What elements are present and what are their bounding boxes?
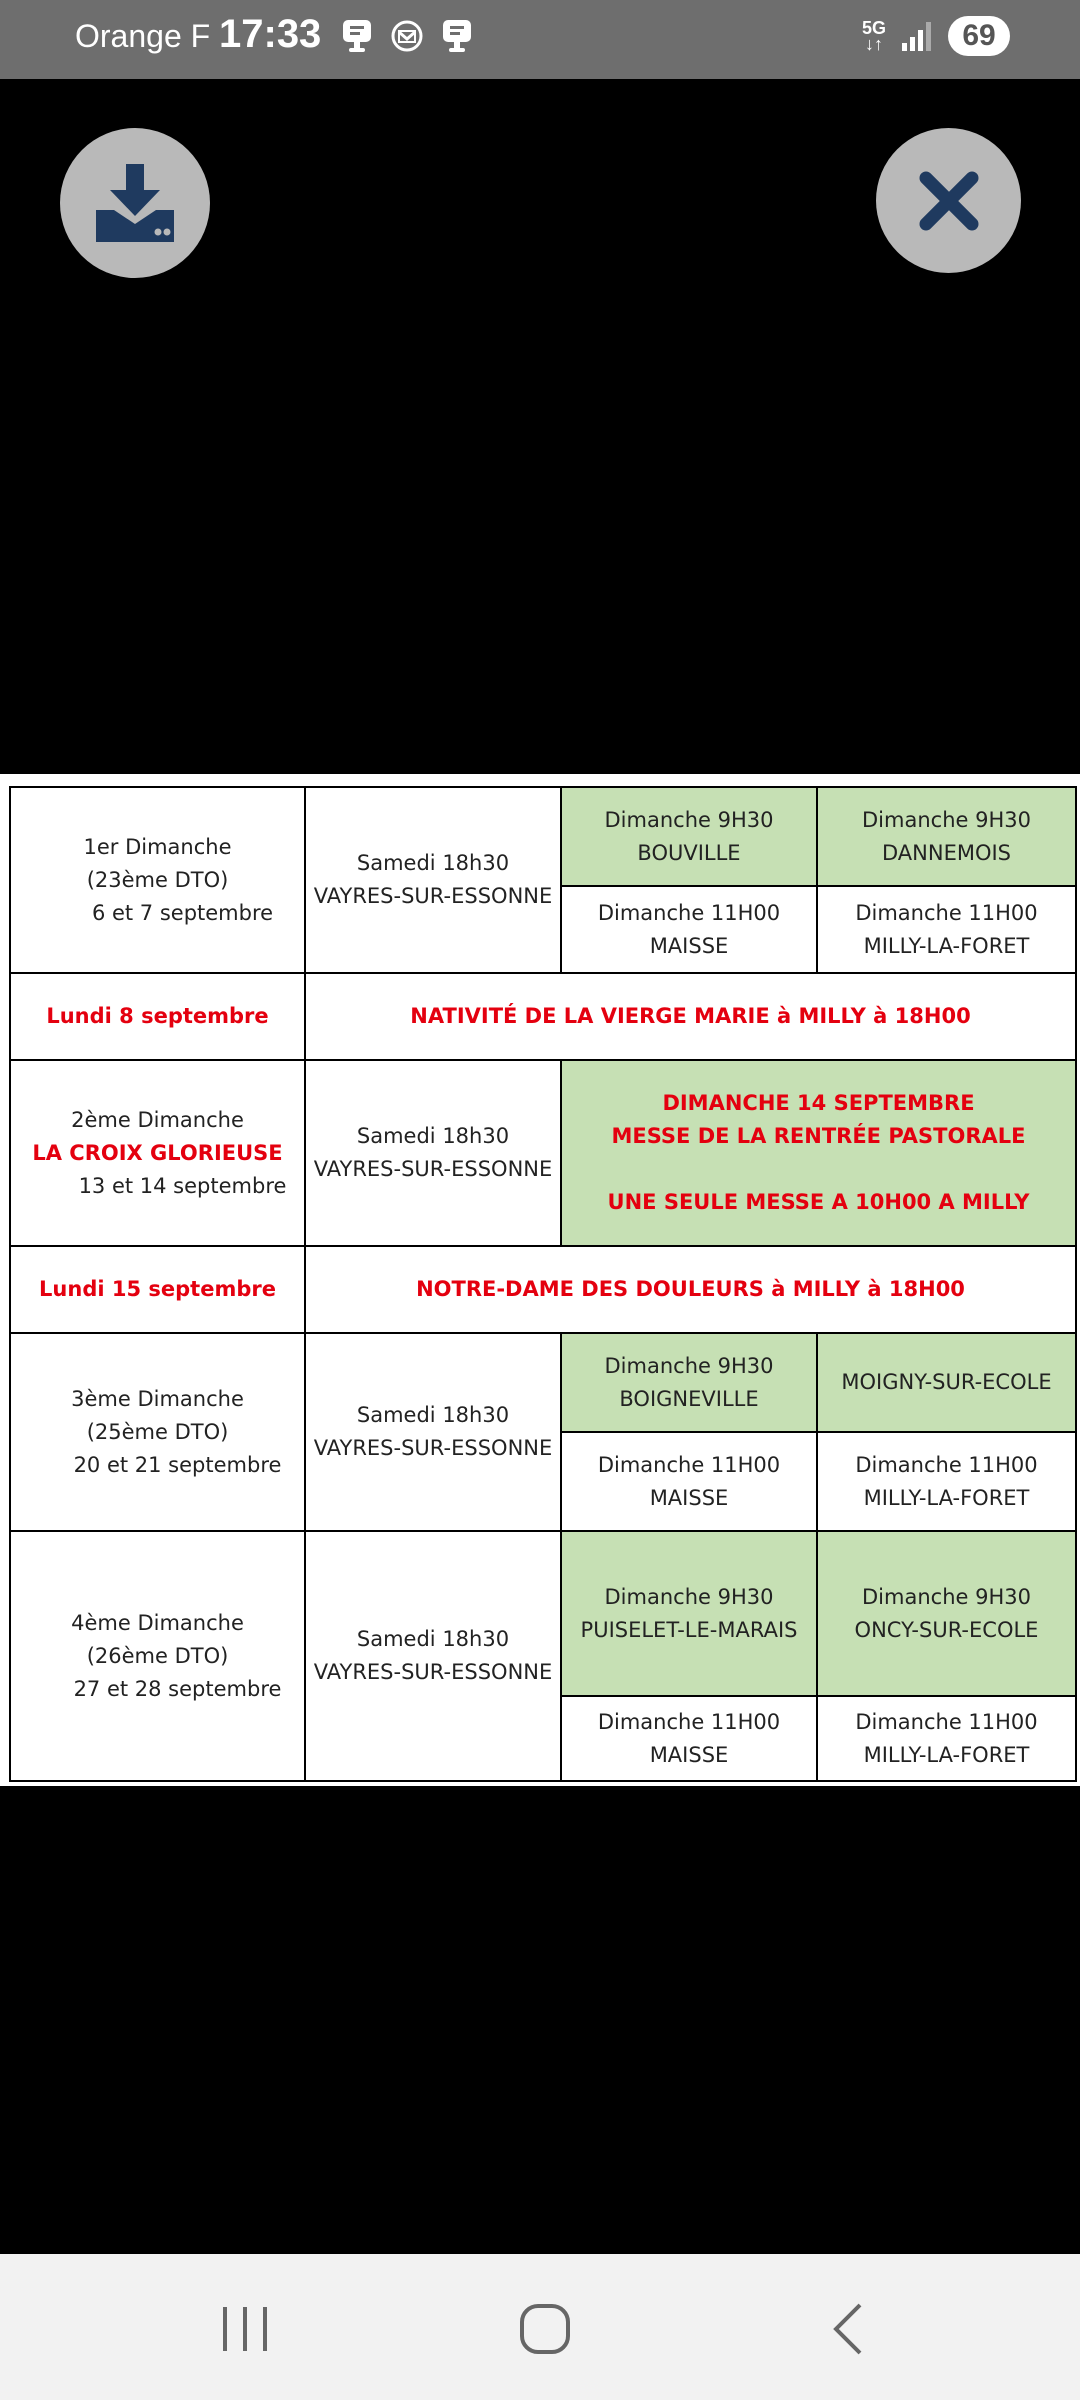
mass-schedule-table xyxy=(9,786,1077,1782)
download-button[interactable] xyxy=(60,128,210,278)
signal-icon xyxy=(900,19,934,53)
chat-bubble-icon xyxy=(440,18,474,54)
sunday-mass: Dimanche 11H00 MILLY-LA-FORET xyxy=(817,1432,1076,1531)
sunday-mass: Dimanche 11H00 MILLY-LA-FORET xyxy=(817,886,1076,973)
sunday-mass: Dimanche 9H30 BOIGNEVILLE xyxy=(561,1333,817,1432)
sunday-mass: Dimanche 11H00 MILLY-LA-FORET xyxy=(817,1696,1076,1781)
close-button[interactable] xyxy=(876,128,1021,273)
recents-button[interactable] xyxy=(200,2284,290,2374)
chat-bubble-icon xyxy=(340,18,374,54)
clock: 17:33 xyxy=(219,12,322,56)
special-announcement: DIMANCHE 14 SEPTEMBRE MESSE DE LA RENTRÉE PASTORALE UNE SEULE MESSE A 10H00 A MILLY xyxy=(561,1060,1076,1246)
mail-icon xyxy=(390,18,424,54)
sunday-mass: Dimanche 11H00 MAISSE xyxy=(561,1432,817,1531)
saturday-mass: Samedi 18h30 VAYRES-SUR-ESSONNE xyxy=(305,1060,561,1246)
download-icon xyxy=(90,158,180,248)
saturday-mass: Samedi 18h30 VAYRES-SUR-ESSONNE xyxy=(305,787,561,973)
network-type: 5G ↓↑ xyxy=(861,18,886,54)
carrier-name: Orange F xyxy=(75,18,211,54)
back-icon xyxy=(820,2299,880,2359)
close-icon xyxy=(914,166,984,236)
status-bar xyxy=(0,0,1080,79)
sunday-mass: Dimanche 11H00 MAISSE xyxy=(561,886,817,973)
week-label: 4ème Dimanche (26ème DTO) 27 et 28 septembre xyxy=(10,1531,305,1781)
sunday-mass: Dimanche 9H30 ONCY-SUR-ECOLE xyxy=(817,1531,1076,1696)
week-label: 3ème Dimanche (25ème DTO) 20 et 21 septembre xyxy=(10,1333,305,1531)
week-label: 2ème Dimanche LA CROIX GLORIEUSE 13 et 14 septembre xyxy=(10,1060,305,1246)
navigation-bar xyxy=(0,2254,1080,2400)
weekday-label: Lundi 15 septembre xyxy=(10,1246,305,1333)
saturday-mass: Samedi 18h30 VAYRES-SUR-ESSONNE xyxy=(305,1531,561,1781)
sunday-mass: Dimanche 11H00 MAISSE xyxy=(561,1696,817,1781)
recents-icon xyxy=(215,2299,275,2359)
sunday-mass: Dimanche 9H30 DANNEMOIS xyxy=(817,787,1076,886)
feast-event: NOTRE-DAME DES DOULEURS à MILLY à 18H00 xyxy=(305,1246,1076,1333)
weekday-label: Lundi 8 septembre xyxy=(10,973,305,1060)
back-button[interactable] xyxy=(805,2284,895,2374)
sunday-mass: Dimanche 9H30 BOUVILLE xyxy=(561,787,817,886)
schedule-image xyxy=(0,774,1080,1786)
home-icon xyxy=(515,2299,575,2359)
home-button[interactable] xyxy=(500,2284,590,2374)
feast-event: NATIVITÉ DE LA VIERGE MARIE à MILLY à 18H00 xyxy=(305,973,1076,1060)
sunday-mass: Dimanche 9H30 PUISELET-LE-MARAIS xyxy=(561,1531,817,1696)
battery-indicator: 69 xyxy=(948,16,1010,56)
sunday-mass: MOIGNY-SUR-ECOLE xyxy=(817,1333,1076,1432)
saturday-mass: Samedi 18h30 VAYRES-SUR-ESSONNE xyxy=(305,1333,561,1531)
week-label: 1er Dimanche (23ème DTO) 6 et 7 septembre xyxy=(10,787,305,973)
